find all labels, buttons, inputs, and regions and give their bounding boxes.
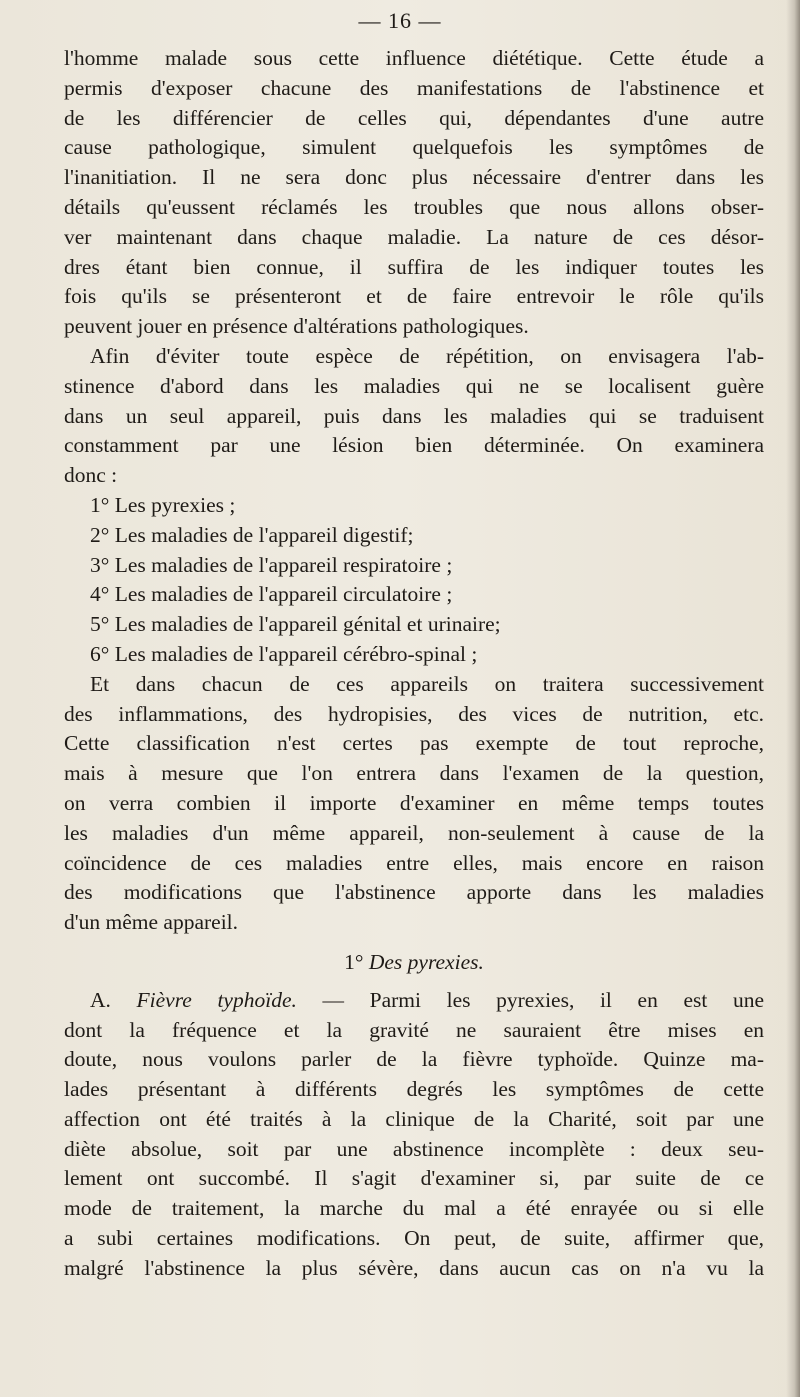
text-line: les maladies d'un même appareil, non-seulement à cause de la: [64, 820, 764, 845]
text-line: cause pathologique, simulent quelquefois les symptômes de: [64, 135, 764, 160]
page-edge-shadow: [786, 0, 800, 1397]
list-item: 2° Les maladies de l'appareil digestif;: [90, 522, 414, 547]
text-line: Cette classification n'est certes pas exempte de tout reproche,: [64, 731, 764, 756]
text-line: diète absolue, soit par une abstinence incomplète : deux seu-: [64, 1136, 764, 1161]
text-line: Afin d'éviter toute espèce de répétition, on envisagera l'ab-: [90, 343, 764, 368]
text-line: mode de traitement, la marche du mal a été enrayée ou si elle: [64, 1196, 764, 1221]
text-line: ver maintenant dans chaque maladie. La nature de ces désor-: [64, 224, 764, 249]
paragraph-3: [64, 670, 764, 938]
text-line: des inflammations, des hydropisies, des vices de nutrition, etc.: [64, 701, 764, 726]
page-number: — 16 —: [358, 8, 442, 33]
list-item: 1° Les pyrexies ;: [90, 492, 236, 517]
text-line: constamment par une lésion bien déterminée. On examinera: [64, 433, 764, 458]
subsection-text: — Parmi les pyrexies, il en est une: [296, 987, 764, 1012]
text-line: peuvent jouer en présence d'altérations pathologiques.: [64, 314, 529, 339]
text-line: détails qu'eussent réclamés les troubles que nous allons obser-: [64, 194, 764, 219]
page-text: [64, 44, 764, 1284]
paragraph-1: [64, 44, 764, 342]
text-line: lades présentant à différents degrés les symptômes de cette: [64, 1077, 764, 1102]
section-title: Des pyrexies.: [368, 949, 484, 974]
list-item: 6° Les maladies de l'appareil cérébro-spinal ;: [90, 641, 478, 666]
text-line: l'inanitiation. Il ne sera donc plus nécessaire d'entrer dans les: [64, 165, 764, 190]
section-number: 1°: [344, 949, 364, 974]
text-line: mais à mesure que l'on entrera dans l'examen de la question,: [64, 761, 764, 786]
text-line: donc :: [64, 463, 118, 488]
text-line: lement ont succombé. Il s'agit d'examiner si, par suite de ce: [64, 1166, 764, 1191]
text-line: de les différencier de celles qui, dépendantes d'une autre: [64, 105, 764, 130]
text-line: a subi certaines modifications. On peut, de suite, affirmer que,: [64, 1226, 764, 1251]
section-heading: [64, 938, 764, 986]
list-item: 3° Les maladies de l'appareil respiratoire ;: [90, 552, 453, 577]
text-line: affection ont été traités à la clinique de la Charité, soit par une: [64, 1106, 764, 1131]
text-line: des modifications que l'abstinence apporte dans les maladies: [64, 880, 764, 905]
text-line: fois qu'ils se présenteront et de faire entrevoir le rôle qu'ils: [64, 284, 764, 309]
text-line: d'un même appareil.: [64, 910, 239, 935]
text-line: Et dans chacun de ces appareils on traitera successivement: [90, 671, 764, 696]
text-line: l'homme malade sous cette influence diététique. Cette étude a: [64, 46, 764, 70]
text-line: malgré l'abstinence la plus sévère, dans aucun cas on n'a vu la: [64, 1255, 764, 1280]
subsection-label: A.: [90, 987, 111, 1012]
text-line: dans un seul appareil, puis dans les maladies qui se traduisent: [64, 403, 764, 428]
text-line: permis d'exposer chacune des manifestations de l'abstinence et: [64, 75, 764, 100]
text-line-first: [64, 986, 764, 1016]
enumeration-list: [64, 491, 764, 670]
text-line: coïncidence de ces maladies entre elles, mais encore en raison: [64, 850, 764, 875]
text-line: dont la fréquence et la gravité ne sauraient être mises en: [64, 1017, 764, 1042]
text-line: stinence d'abord dans les maladies qui ne se localisent guère: [64, 373, 764, 398]
list-item: 4° Les maladies de l'appareil circulatoire ;: [90, 582, 453, 607]
paragraph-2: [64, 342, 764, 491]
text-line: doute, nous voulons parler de la fièvre typhoïde. Quinze ma-: [64, 1047, 764, 1072]
list-item: 5° Les maladies de l'appareil génital et urinaire;: [90, 612, 501, 637]
text-line: on verra combien il importe d'examiner en même temps toutes: [64, 790, 764, 815]
subsection-title: Fièvre typhoïde.: [136, 987, 297, 1012]
text-line: dres étant bien connue, il suffira de les indiquer toutes les: [64, 254, 764, 279]
paragraph-4: [64, 986, 764, 1284]
